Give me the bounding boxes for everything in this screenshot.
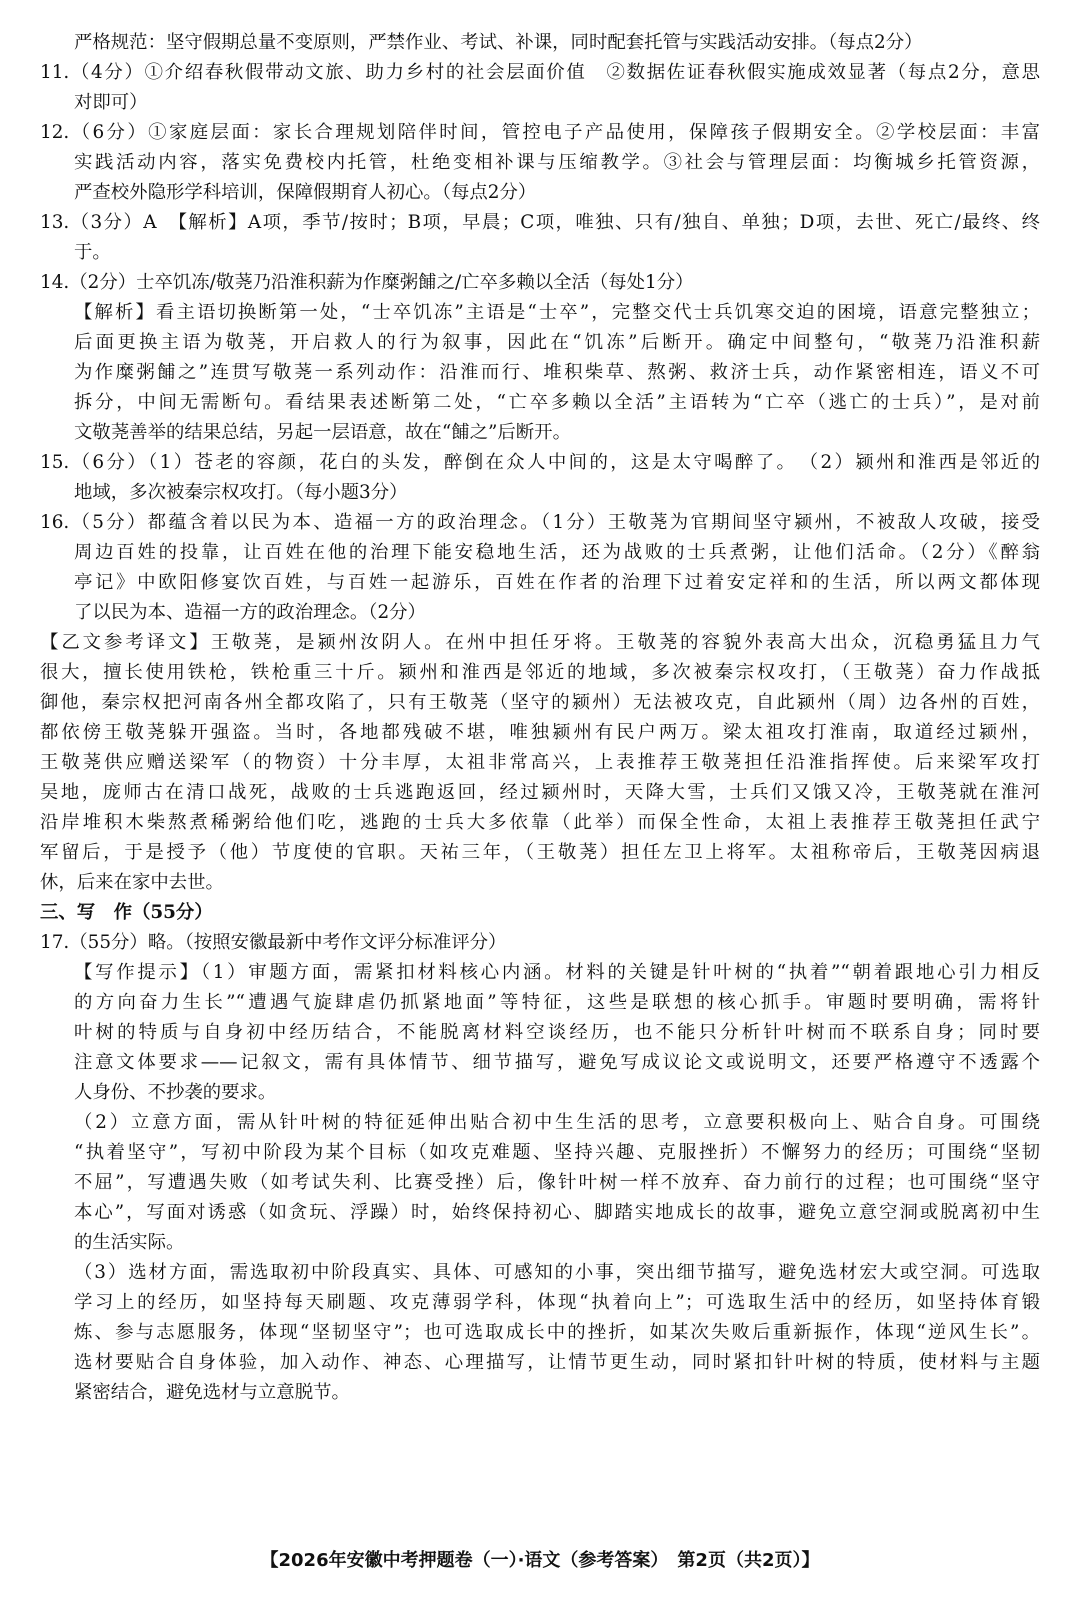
text-line: 12.（6分）①家庭层面：家长合理规划陪伴时间，管控电子产品使用，保障孩子假期安全。②学校层面：丰富 [40,122,1040,143]
text-line: 为作糜粥餔之”连贯写敬荛一系列动作：沿淮而行、堆积柴草、熬粥、救济士兵，动作紧密相连，语义不可 [74,362,1040,383]
text-line: 王敬荛供应赠送梁军（的物资）十分丰厚，太祖非常高兴，上表推荐王敬荛担任沿淮指挥使。后来梁军攻打 [40,752,1040,773]
text-line: 很大，擅长使用铁枪，铁枪重三十斤。颍州和淮西是邻近的地域，多次被秦宗权攻打，（王敬荛）奋力作战抵 [40,662,1040,683]
text-line: 本心”，写面对诱惑（如贪玩、浮躁）时，始终保持初心、脚踏实地成长的故事，避免立意空洞或脱离初中生 [74,1202,1040,1223]
text-line: 对即可） [74,92,148,113]
text-line: 11.（4分）①介绍春秋假带动文旅、助力乡村的社会层面价值 ②数据佐证春秋假实施成效显著（每点2分，意思 [40,62,1040,83]
text-line: 军留后，于是授予（他）节度使的官职。天祐三年，（王敬荛）担任左卫上将军。太祖称帝后，王敬荛因病退 [40,842,1040,863]
text-line: 【写作提示】（1）审题方面，需紧扣材料核心内涵。材料的关键是针叶树的“执着”“朝着跟地心引力相反 [74,962,1040,983]
text-line: 了以民为本、造福一方的政治理念。（2分） [74,602,426,623]
text-line: 17.（55分）略。（按照安徽最新中考作文评分标准评分） [40,932,507,953]
text-line: （3）选材方面，需选取初中阶段真实、具体、可感知的小事，突出细节描写，避免选材宏大或空洞。可选取 [74,1262,1040,1283]
text-line: 休，后来在家中去世。 [40,872,224,893]
text-line: 注意文体要求——记叙文，需有具体情节、细节描写，避免写成议论文或说明文，还要严格遵守不透露个 [74,1052,1040,1073]
text-line: 紧密结合，避免选材与立意脱节。 [74,1382,350,1403]
text-line: 的方向奋力生长”“遭遇气旋肆虐仍抓紧地面”等特征，这些是联想的核心抓手。审题时要明确，需将针 [74,992,1040,1013]
text-line: 吴地，庞师古在清口战死，战败的士兵逃跑返回，经过颍州时，天降大雪，士兵们又饿又冷，王敬荛就在淮河 [40,782,1040,803]
text-line: 都依傍王敬荛躲开强盗。当时，各地都残破不堪，唯独颍州有民户两万。梁太祖攻打淮南，取道经过颍州， [40,722,1040,743]
text-line: 学习上的经历，如坚持每天刷题、攻克薄弱学科，体现“执着向上”；可选取生活中的经历，如坚持体育锻 [74,1292,1040,1313]
text-line: 的生活实际。 [74,1232,185,1253]
text-line: 拆分，中间无需断句。看结果表述断第二处，“亡卒多赖以全活”主语转为“亡卒（逃亡的士兵）”，是对前 [74,392,1040,413]
text-line: 三、写 作（55分） [40,902,213,923]
text-line: （2）立意方面，需从针叶树的特征延伸出贴合初中生生活的思考，立意要积极向上、贴合自身。可围绕 [74,1112,1040,1133]
text-line: 不屈”，写遭遇失败（如考试失利、比赛受挫）后，像针叶树一样不放弃、奋力前行的过程；也可围绕“坚守 [74,1172,1040,1193]
text-line: 严格规范：坚守假期总量不变原则，严禁作业、考试、补课，同时配套托管与实践活动安排。（每点2分） [74,32,923,53]
text-line: 炼、参与志愿服务，体现“坚韧坚守”；也可选取成长中的挫折，如某次失败后重新振作，体现“逆风生长”。 [74,1322,1040,1343]
text-line: 【解析】看主语切换断第一处，“士卒饥冻”主语是“士卒”，完整交代士兵饥寒交迫的困境，语意完整独立； [74,302,1040,323]
text-line: 叶树的特质与自身初中经历结合，不能脱离材料空谈经历，也不能只分析针叶树而不联系自身；同时要 [74,1022,1040,1043]
text-line: 选材要贴合自身体验，加入动作、神态、心理描写，让情节更生动，同时紧扣针叶树的特质，使材料与主题 [74,1352,1040,1373]
text-line: 16.（5分）都蕴含着以民为本、造福一方的政治理念。（1分）王敬荛为官期间坚守颍州，不被敌人攻破，接受 [40,512,1040,533]
text-line: 于。 [74,242,111,263]
text-line: 地域，多次被秦宗权攻打。（每小题3分） [74,482,408,503]
text-line: 14.（2分）士卒饥冻/敬荛乃沿淮积薪为作糜粥餔之/亡卒多赖以全活（每处1分） [40,272,694,293]
text-line: 实践活动内容，落实免费校内托管，杜绝变相补课与压缩教学。③社会与管理层面：均衡城乡托管资源， [74,152,1040,173]
text-line: 周边百姓的投靠，让百姓在他的治理下能安稳地生活，还为战败的士兵煮粥，让他们活命。（2分）《醉翁 [74,542,1040,563]
text-line: “执着坚守”，写初中阶段为某个目标（如攻克难题、坚持兴趣、克服挫折）不懈努力的经历；可围绕“坚韧 [74,1142,1040,1163]
text-line: 严查校外隐形学科培训，保障假期育人初心。（每点2分） [74,182,537,203]
text-line: 文敬荛善举的结果总结，另起一层语意，故在“餔之”后断开。 [74,422,571,443]
text-line: 人身份、不抄袭的要求。 [74,1082,277,1103]
text-line: 15.（6分）（1）苍老的容颜，花白的头发，醉倒在众人中间的，这是太守喝醉了。 （2）颍州和淮西是邻近的 [40,452,1040,473]
text-line: 13.（3分）A 【解析】A项，季节/按时；B项，早晨；C项，唯独、只有/独自、单独；D项，去世、死亡/最终、终 [40,212,1040,233]
text-line: 后面更换主语为敬荛，开启救人的行为叙事，因此在“饥冻”后断开。确定中间整句，“敬荛乃沿淮积薪 [74,332,1040,353]
text-line: 沿岸堆积木柴熬煮稀粥给他们吃，逃跑的士兵大多依靠（此举）而保全性命，太祖上表推荐王敬荛担任武宁 [40,812,1040,833]
answer-key-body [40,28,1040,1408]
page-footer: 【2026年安徽中考押题卷（一）·语文（参考答案） 第2页（共2页）】 [260,1550,820,1571]
text-line: 亭记》中欧阳修宴饮百姓，与百姓一起游乐，百姓在作者的治理下过着安定祥和的生活，所以两文都体现 [74,572,1040,593]
text-line: 御他，秦宗权把河南各州全都攻陷了，只有王敬荛（坚守的颍州）无法被攻克，自此颍州（周）边各州的百姓， [40,692,1040,713]
text-line: 【乙文参考译文】王敬荛，是颍州汝阴人。在州中担任牙将。王敬荛的容貌外表高大出众，沉稳勇猛且力气 [40,632,1040,653]
